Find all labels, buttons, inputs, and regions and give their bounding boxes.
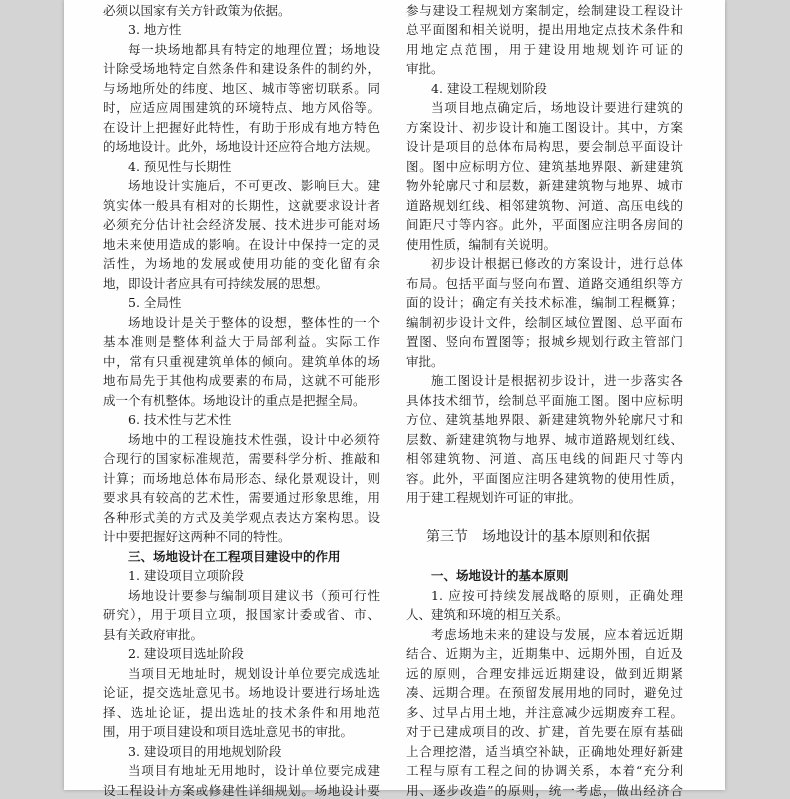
heading-site-selection: 2. 建设项目选址阶段 [128,646,244,661]
text-line: 用于建工程规划许可证的审批。 [406,490,582,505]
text-line: 人、建筑和环境的相互关系。 [406,607,569,622]
text-line: 择、选址论证，提出选址的技术条件和用地范 [103,705,380,720]
text-line: 方位、建筑基地界限、新建建筑物外轮廓尺寸和 [406,412,683,427]
text-line: 远的原则，合理安排远近期建设，做到近期紧 [406,666,683,681]
heading-regionality: 3. 地方性 [128,22,182,37]
text-line: 场地中的工程设施技术性强，设计中必须符 [128,432,380,447]
text-line: 合现行的国家标准规范，需要科学分析、推敲和 [103,451,380,466]
text-line: 施工图设计是根据初步设计，进一步落实各 [431,373,683,388]
heading-role-in-construction: 三、场地设计在工程项目建设中的作用 [128,549,341,564]
text-line: 使用性质，编制有关说明。 [406,237,557,252]
text-line: 场地设计是关于整体的设想，整体性的一个 [128,315,380,330]
text-line: 用、逐步改造”的原则，统一考虑，做出经济合 [406,783,683,798]
text-line: 当项目有地址无用地时，设计单位要完成建 [128,763,380,778]
text-line: 参与建设工程规划方案制定，绘制建设工程设计 [406,3,683,18]
text-line: 凑、远期合理。在预留发展用地的同时，避免过 [406,685,683,700]
text-line: 多、过早占用土地，并注意减少远期废弃工程。 [406,705,683,720]
text-line: 当项目地点确定后，场地设计要进行建筑的 [431,100,683,115]
text-line: 道路规划红线、相邻建筑物、河道、高压电线的 [406,198,683,213]
heading-basic-principles: 一、场地设计的基本原则 [431,568,569,583]
text-line: 场地设计要参与编制项目建议书（预可行性 [128,588,380,603]
text-line: 地布局先于其他构成要素的布局，这就不可能形 [103,373,380,388]
text-line: 1. 应按可持续发展战略的原则，正确处理 [431,588,683,603]
text-line: 图。图中应标明方位、建筑基地界限、新建建筑 [406,159,683,174]
text-line: 间距尺寸等内容。此外，平面图应注明各房间的 [406,217,683,232]
text-line: 的场地设计。此外，场地设计还应符合地方法规。 [103,139,379,154]
text-line: 具体技术细节，绘制总平面施工图。图中应标明 [406,393,683,408]
text-line: 置图、竖向布置图等；报城乡规划行政主管部门 [406,334,683,349]
text-line: 场地设计实施后，不可更改、影响巨大。建 [128,178,380,193]
text-line: 布局。包括平面与竖向布置、道路交通组织等方 [406,276,683,291]
text-line: 层数、新建建筑物与地界、城市道路规划红线、 [406,432,683,447]
text-line: 工程与原有工程之间的协调关系，本着“充分利 [406,763,683,778]
text-line: 设工程设计方案或修建性详细规划。场地设计要 [103,783,380,798]
text-line: 相邻建筑物、河道、高压电线的间距尺寸等内 [406,451,683,466]
text-line: 地，即设计者应具有可持续发展的思想。 [103,276,329,291]
text-line: 对于已建成项目的改、扩建，首先要在原有基础 [406,724,683,739]
text-line: 结合、近期为主，近期集中、远期外围，自近及 [406,646,683,661]
text-line: 筑实体一般具有相对的长期性，这就要求设计者 [103,198,380,213]
text-line: 初步设计根据已修改的方案设计，进行总体 [431,256,683,271]
text-line: 计除受场地特定自然条件和建设条件的制约外， [103,61,380,76]
text-line: 时，应适应周围建筑的环境特点、地方风俗等。 [103,100,380,115]
text-line: 要求具有较高的艺术性，需要通过形象思维，用 [103,490,380,505]
text-line: 必须以国家有关方针政策为依据。 [103,3,291,18]
text-line: 计算；而场地总体布局形态、绿化景观设计，则 [103,471,380,486]
section-title: 第三节 场地设计的基本原则和依据 [426,529,650,545]
text-line: 活性，为场地的发展或使用功能的变化留有余 [103,256,380,271]
heading-planning-stage: 4. 建设工程规划阶段 [431,81,547,96]
text-line: 总平面图和相关说明，提出用地定点技术条件和 [406,22,683,37]
book-page [64,0,725,798]
heading-overall: 5. 全局性 [128,295,182,310]
heading-project-approval: 1. 建设项目立项阶段 [128,568,244,583]
text-line: 容。此外，平面图应注明各建筑物的使用性质， [406,471,683,486]
text-line: 基本准则是整体利益大于局部利益。实际工作 [103,334,380,349]
text-line: 考虑场地未来的建设与发展，应本着远近期 [431,627,683,642]
heading-foresight: 4. 预见性与长期性 [128,159,232,174]
text-line: 地未来使用造成的影响。在设计中保持一定的灵 [103,237,380,252]
text-line: 必须充分估计社会经济发展、技术进步可能对场 [103,217,380,232]
text-line: 方案设计、初步设计和施工图设计。其中，方案 [406,120,683,135]
text-line: 编制初步设计文件，绘制区域位置图、总平面布 [406,315,683,330]
text-line: 研究），用于项目立项，报国家计委或省、市、 [103,607,380,622]
text-line: 论证，提交选址意见书。场地设计要进行场址选 [103,685,380,700]
text-line: 物外轮廓尺寸和层数，新建建筑物与地界、城市 [406,178,683,193]
text-line: 用地定点范围，用于建设用地规划许可证的 [406,42,683,57]
text-line: 中，常有只重视建筑单体的倾向。建筑单体的场 [103,354,380,369]
text-line: 审批。 [406,354,444,369]
heading-technical-artistic: 6. 技术性与艺术性 [128,412,232,427]
text-line: 在设计上把握好此特性，有助于形成有地方特色 [103,120,380,135]
text-line: 上合理挖潜，适当填空补缺，正确地处理好新建 [406,744,683,759]
text-line: 计中要把握好这两种不同的特性。 [103,529,291,544]
heading-land-use-planning: 3. 建设项目的用地规划阶段 [128,744,282,759]
text-line: 围，用于项目建设和项目选址意见书的审批。 [103,724,354,739]
text-line: 每一块场地都具有特定的地理位置；场地设 [128,42,380,57]
text-line: 设计是项目的总体布局构思，要会制总平面设计 [406,139,683,154]
text-line: 县有关政府审批。 [103,627,204,642]
text-line: 与场地所处的纬度、地区、城市等密切联系。同 [103,81,380,96]
text-line: 成一个有机整体。场地设计的重点是把握全局。 [103,393,366,408]
text-line: 当项目无地址时，规划设计单位要完成选址 [128,666,380,681]
text-line: 各种形式美的方式及美学观点表达方案构思。设 [103,510,380,525]
text-line: 审批。 [406,61,444,76]
text-line: 面的设计；确定有关技术标准，编制工程概算； [406,295,683,310]
